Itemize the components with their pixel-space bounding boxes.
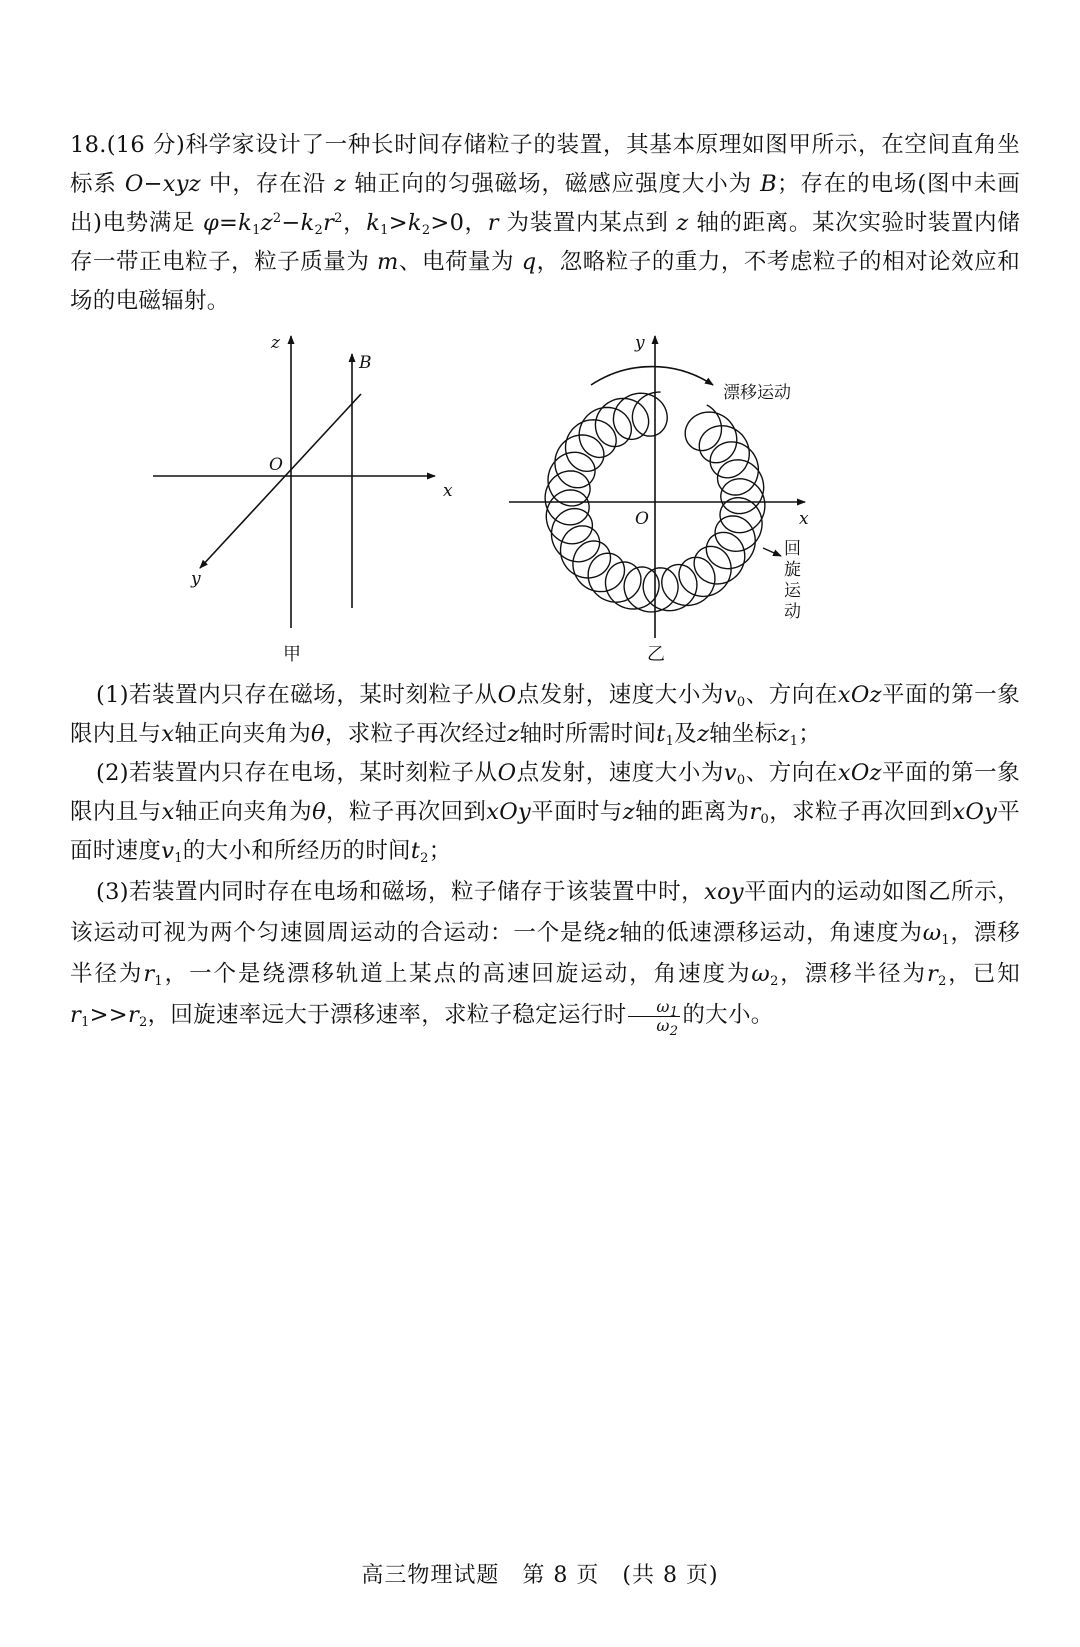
x-label: x	[443, 481, 453, 501]
question-number: 18.	[70, 132, 107, 158]
b-label: B	[359, 353, 372, 373]
figure-a-axes	[145, 330, 475, 670]
part-2: (2)若装置内只存在电场，某时刻粒子从O点发射，速度大小为$v_0$、方向在xOz平面的第一象限内且与x轴正向夹角为θ，粒子再次回到xOy平面时与z轴的距离为$r_0$，求粒子再次回到xOy平面时速度$v_1$的大小和所经历的时间$t_2$；	[70, 760, 1021, 866]
z-label: z	[271, 333, 280, 353]
part-1: (1)若装置内只存在磁场，某时刻粒子从O点发射，速度大小为$v_0$、方向在xOz平面的第一象限内且与x轴正向夹角为θ，求粒子再次经过z轴时所需时间$t_1$及z轴坐标$z_1$；	[70, 682, 1020, 749]
y-label: y	[635, 333, 645, 353]
gyration-label-4: 动	[784, 602, 801, 622]
origin-label: O	[635, 509, 649, 529]
question-score: (16 分)	[106, 132, 186, 158]
x-label: x	[799, 509, 809, 529]
gyration-pointer	[763, 548, 781, 556]
y-axis	[200, 394, 361, 568]
drift-arrow	[591, 367, 713, 385]
potential-formula: φ	[202, 210, 220, 236]
gyration-label-3: 运	[784, 581, 801, 601]
gyration-label-1: 回	[784, 539, 801, 559]
question-intro: 18.(16 分)科学家设计了一种长时间存储粒子的装置，其基本原理如图甲所示，在空间直角坐标系 O−xyz 中，存在沿 z 轴正向的匀强磁场，磁感应强度大小为 B；存在的电场(图中未画出)电势满足 $\varphi=k_1z^2-k_2r^2$，$k_1>k_2>0$，r 为装置内某点到 z 轴的距离。某次实验时装置内储存一带正电粒子，粒子质量为 m、电荷量为 q，忽略粒子的重力，不考虑粒子的相对论效应和场的电磁辐射。	[70, 132, 1021, 314]
part-3: (3)若装置内同时存在电场和磁场，粒子储存于该装置中时，xoy平面内的运动如图乙所示，该运动可视为两个匀速圆周运动的合运动：一个是绕z轴的低速漂移运动，角速度为$\omega_1$，漂移半径为$r_1$，一个是绕漂移轨道上某点的高速回旋运动，角速度为$\omega_2$，漂移半径为$r_2$，已知$r_1>>r_2$，回旋速率远大于漂移速率，求粒子稳定运行时 $\frac{\omega_1}{\omega_2}$ 的大小。	[70, 879, 1020, 1039]
y-label: y	[191, 569, 201, 589]
figure-b-trajectory	[505, 330, 825, 670]
omega-ratio: $\frac{\omega_1}{\omega_2}$	[628, 998, 680, 1035]
page-footer: 高三物理试题 第 8 页 (共 8 页)	[361, 1563, 719, 1588]
gyration-label-2: 旋	[784, 560, 801, 580]
figure-b-caption: 乙	[647, 644, 665, 665]
drift-label: 漂移运动	[723, 383, 791, 403]
figure-a-caption: 甲	[283, 644, 301, 665]
origin-label: O	[269, 455, 283, 475]
